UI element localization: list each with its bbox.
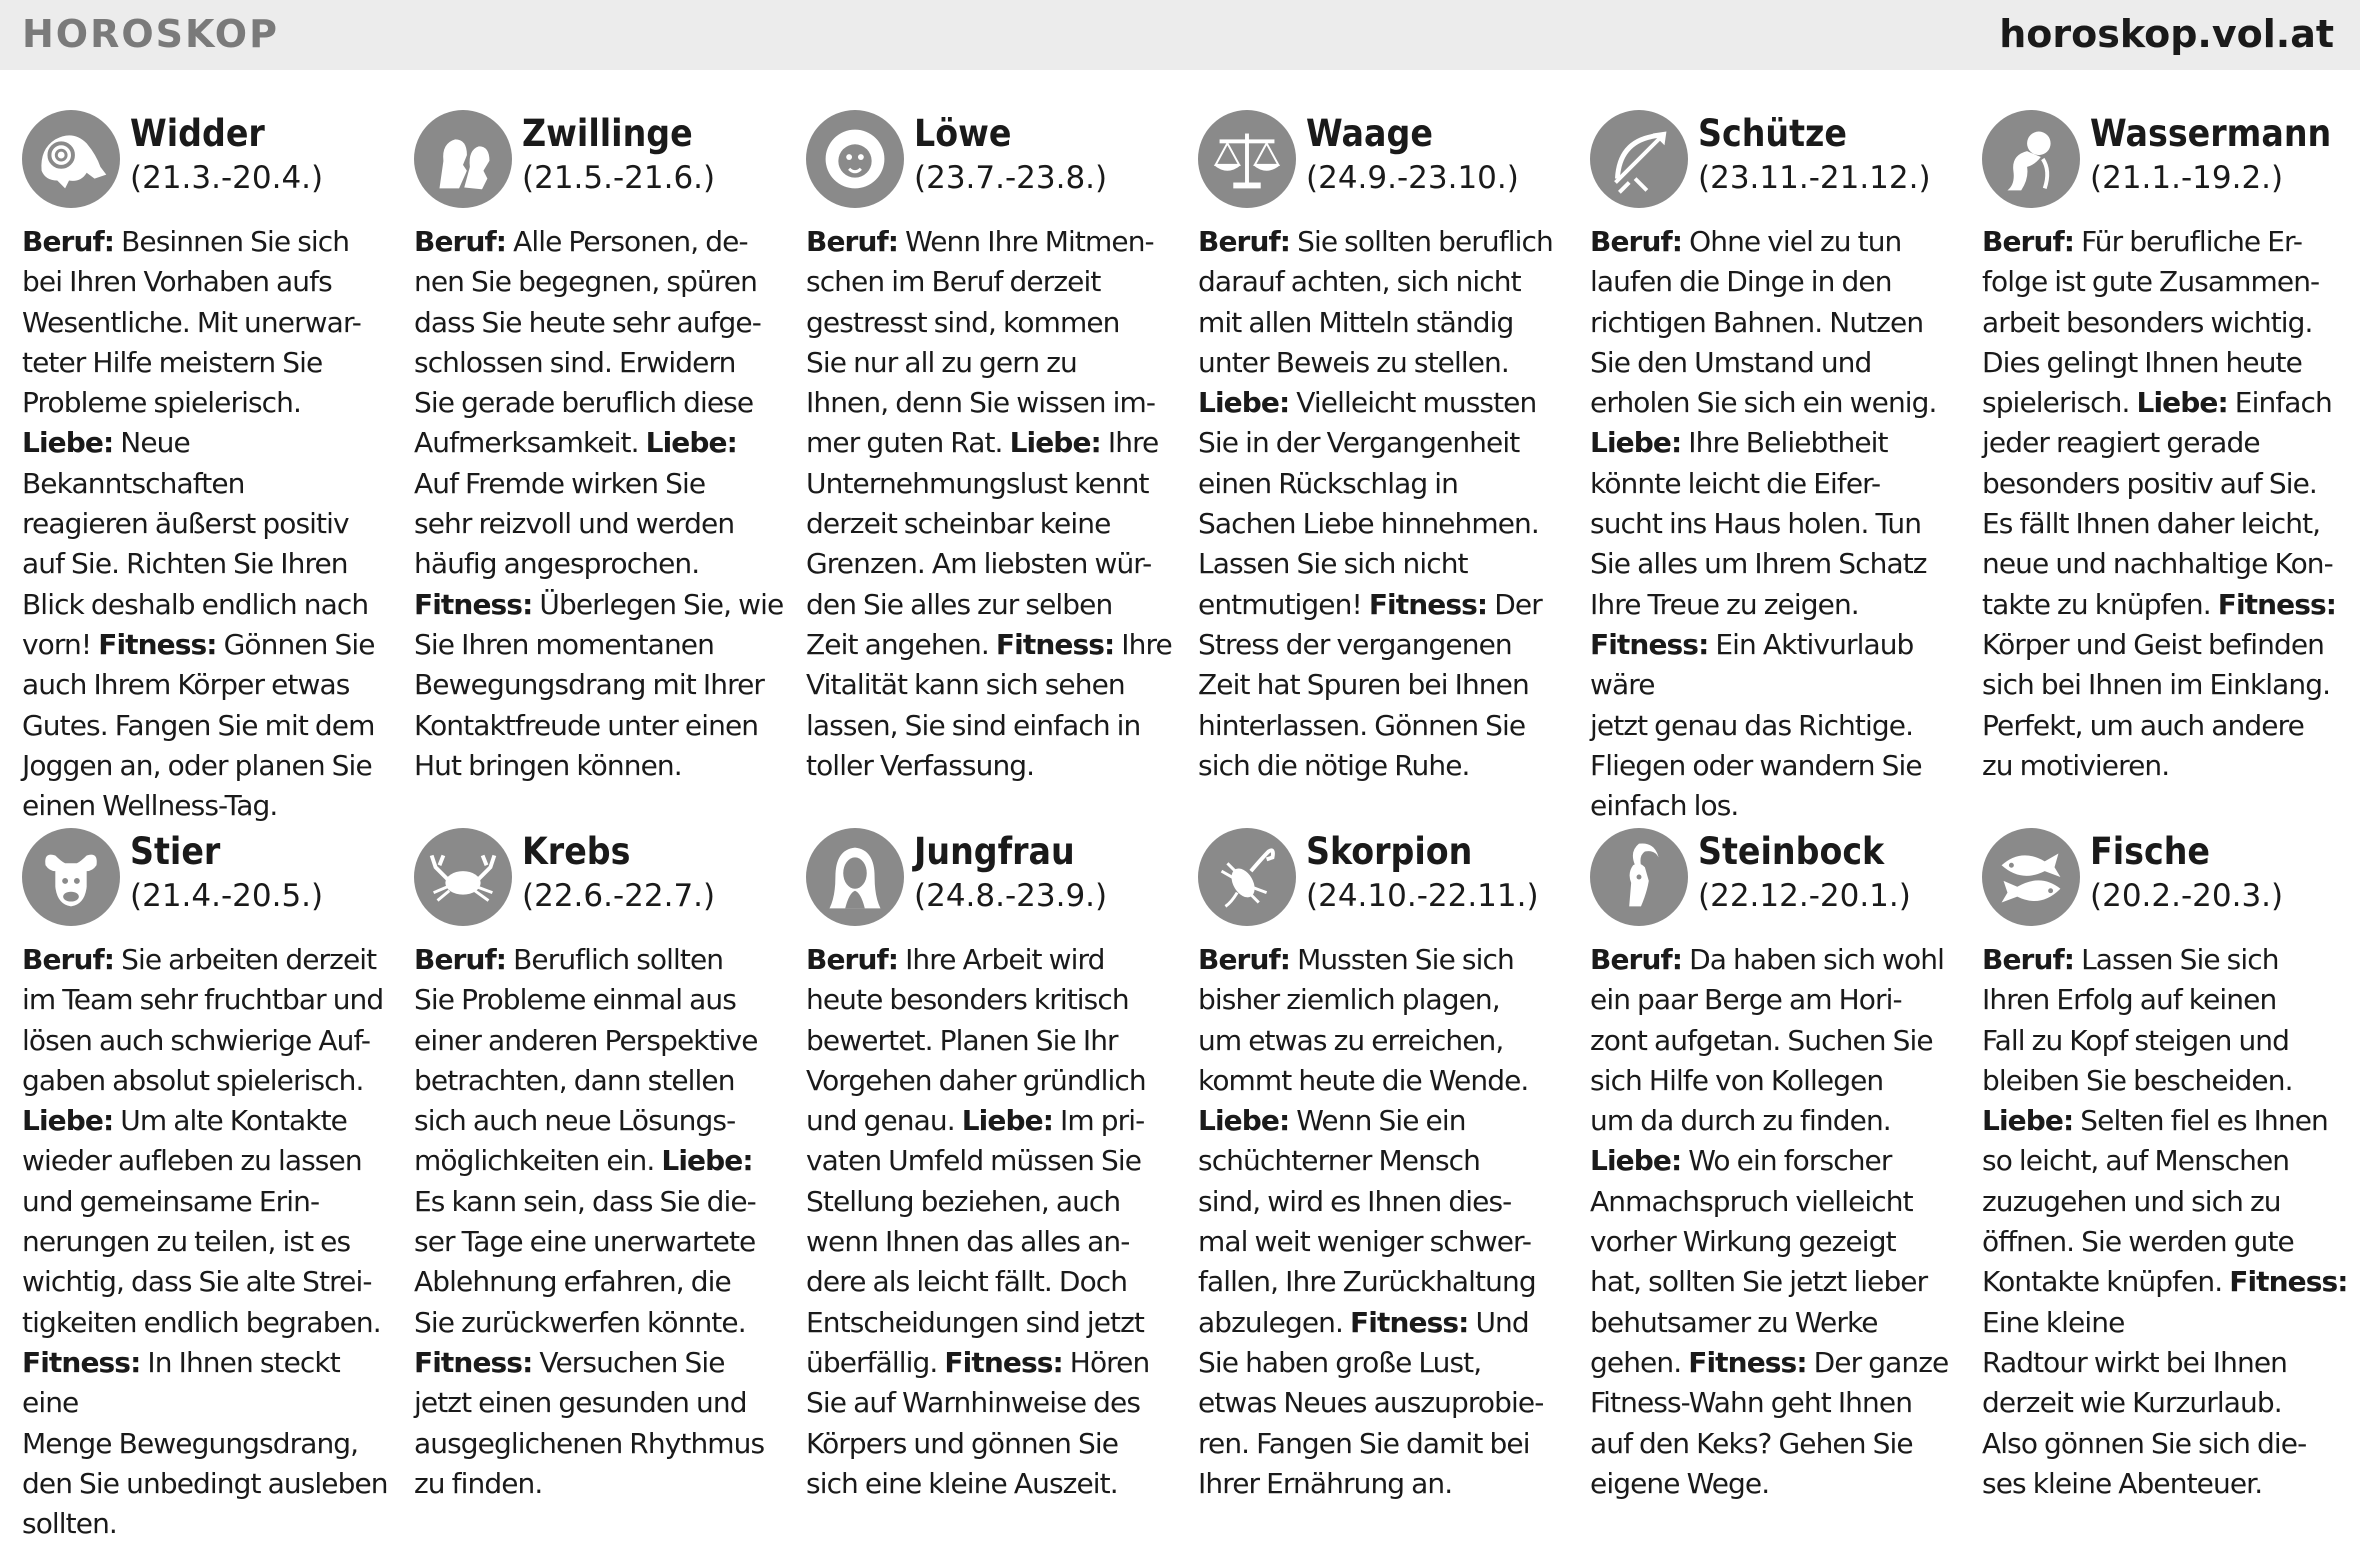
scales-icon: [1198, 110, 1296, 208]
fitness-text: In Ihnen steckt eine Menge Bewegungsdrang, den Sie unbedingt ausleben sollten.: [22, 1345, 388, 1541]
sign-name: Widder: [130, 112, 265, 155]
sign-name: Waage: [1306, 112, 1433, 155]
beruf-label: Beruf:: [414, 225, 507, 258]
sign-name: Steinbock: [1698, 830, 1885, 873]
sign-name: Skorpion: [1306, 830, 1473, 873]
beruf-label: Beruf:: [806, 225, 899, 258]
sign-text: [22, 222, 392, 826]
sign-dates: (20.2.-20.3.): [2090, 878, 2284, 914]
fitness-label: Fitness:: [944, 1345, 1063, 1379]
liebe-text: Ihre Unternehmungslust kennt derzeit scheinbar keine Grenzen. Am liebsten wür- den Sie alles zur selben Zeit angehen.: [806, 426, 1159, 661]
beruf-label: Beruf:: [1590, 943, 1683, 976]
liebe-label: Liebe:: [1198, 386, 1290, 420]
crab-icon: [414, 828, 512, 926]
sign-dates: (24.8.-23.9.): [914, 878, 1108, 914]
sign-name: Jungfrau: [914, 830, 1075, 873]
beruf-text: Lassen Sie sich Ihren Erfolg auf keinen Fall zu Kopf steigen und bleiben Sie bescheiden.: [1982, 943, 2293, 1097]
sign-text: [1982, 940, 2352, 1504]
sign-text: [1590, 222, 1960, 826]
liebe-label: Liebe:: [1198, 1104, 1290, 1138]
fitness-label: Fitness:: [1688, 1345, 1807, 1379]
sign-header: [1198, 110, 1568, 216]
sign-card-crab: [414, 828, 784, 1504]
sign-header: [414, 110, 784, 216]
beruf-label: Beruf:: [22, 943, 115, 976]
sign-header: [806, 110, 1176, 216]
fitness-label: Fitness:: [2217, 587, 2337, 621]
beruf-text: Wenn Ihre Mitmen- schen im Beruf derzeit gestresst sind, kommen Sie nur all zu gern zu Ihnen, denn Sie wissen im- mer guten Rat.: [806, 225, 1156, 460]
sign-dates: (23.7.-23.8.): [914, 160, 1108, 196]
beruf-label: Beruf:: [806, 943, 899, 976]
liebe-label: Liebe:: [961, 1104, 1053, 1138]
liebe-text: Um alte Kontakte wieder aufleben zu lassen und gemeinsame Erin- nerungen zu teilen, ist es wichtig, dass Sie alte Strei- tigkeiten endlich begraben.: [22, 1104, 381, 1339]
fitness-text: Versuchen Sie jetzt einen gesunden und ausgeglichenen Rhythmus zu finden.: [414, 1345, 765, 1500]
ram-icon: [22, 110, 120, 208]
fitness-text: Körper und Geist befinden sich bei Ihnen im Einklang. Perfekt, um auch andere zu motivieren.: [1982, 627, 2331, 782]
twins-icon: [414, 110, 512, 208]
lion-icon: [806, 110, 904, 208]
sign-dates: (24.9.-23.10.): [1306, 160, 1519, 196]
bull-icon: [22, 828, 120, 926]
liebe-label: Liebe:: [1590, 426, 1682, 460]
liebe-label: Liebe:: [1009, 426, 1101, 460]
sign-card-twins: [414, 110, 784, 786]
ibex-icon: [1590, 828, 1688, 926]
sign-card-scorpion: [1198, 828, 1568, 1504]
sign-text: [414, 222, 784, 786]
virgin-icon: [806, 828, 904, 926]
sign-card-virgin: [806, 828, 1176, 1504]
liebe-text: Vielleicht mussten Sie in der Vergangenheit einen Rückschlag in Sachen Liebe hinnehmen. Lassen Sie sich nicht entmutigen!: [1198, 386, 1539, 621]
liebe-label: Liebe:: [1590, 1144, 1682, 1178]
liebe-label: Liebe:: [22, 1104, 114, 1138]
beruf-text: Ohne viel zu tun laufen die Dinge in den richtigen Bahnen. Nutzen Sie den Umstand und erholen Sie sich ein wenig.: [1590, 225, 1937, 420]
sign-card-scales: [1198, 110, 1568, 786]
sign-card-bull: [22, 828, 392, 1544]
sign-card-water-bearer: [1982, 110, 2352, 786]
sign-text: [1198, 940, 1568, 1504]
archer-icon: [1590, 110, 1688, 208]
fitness-label: Fitness:: [1350, 1305, 1469, 1339]
fitness-label: Fitness:: [414, 1345, 533, 1379]
fitness-label: Fitness:: [22, 1345, 141, 1379]
beruf-text: Beruflich sollten Sie Probleme einmal aus einer anderen Perspektive betrachten, dann stellen sich auch neue Lösungs- möglichkeiten ein.: [414, 943, 758, 1178]
fitness-label: Fitness:: [1590, 627, 1709, 661]
fitness-label: Fitness:: [995, 627, 1115, 661]
fish-icon: [1982, 828, 2080, 926]
fitness-text: Überlegen Sie, wie Sie Ihren momentanen Bewegungsdrang mit Ihrer Kontaktfreude unter einen Hut bringen können.: [414, 587, 784, 782]
sign-header: [1590, 828, 1960, 934]
fitness-label: Fitness:: [98, 627, 217, 661]
sign-dates: (21.4.-20.5.): [130, 878, 324, 914]
liebe-text: Auf Fremde wirken Sie sehr reizvoll und werden häufig angesprochen.: [414, 466, 735, 581]
sign-dates: (22.6.-22.7.): [522, 878, 716, 914]
sign-card-archer: [1590, 110, 1960, 826]
sign-name: Wassermann: [2090, 112, 2332, 155]
fitness-text: Eine kleine Radtour wirkt bei Ihnen derzeit wie Kurzurlaub. Also gönnen Sie sich die- ses kleine Abenteuer.: [1982, 1305, 2307, 1500]
fitness-text: Der ganze Fitness-Wahn geht Ihnen auf den Keks? Gehen Sie eigene Wege.: [1590, 1345, 1949, 1500]
sign-name: Zwillinge: [522, 112, 693, 155]
fitness-label: Fitness:: [2229, 1265, 2348, 1299]
sign-header: [22, 828, 392, 934]
sign-header: [806, 828, 1176, 934]
beruf-text: Besinnen Sie sich bei Ihren Vorhaben aufs Wesentliche. Mit unerwar- teter Hilfe meistern Sie Probleme spielerisch.: [22, 225, 361, 420]
liebe-label: Liebe:: [645, 426, 737, 460]
sign-dates: (22.12.-20.1.): [1698, 878, 1911, 914]
sign-text: [22, 940, 392, 1544]
sign-card-ibex: [1590, 828, 1960, 1504]
sign-text: [1198, 222, 1568, 786]
sign-dates: (21.5.-21.6.): [522, 160, 716, 196]
sign-text: [1590, 940, 1960, 1504]
sign-header: [22, 110, 392, 216]
liebe-text: Im pri- vaten Umfeld müssen Sie Stellung beziehen, auch wenn Ihnen das alles an- dere als leicht fällt. Doch Entscheidungen sind jetzt überfällig.: [806, 1104, 1145, 1379]
sign-header: [1982, 828, 2352, 934]
page-title: HOROSKOP: [22, 12, 279, 56]
sign-card-fish: [1982, 828, 2352, 1504]
liebe-text: Wenn Sie ein schüchterner Mensch sind, wird es Ihnen dies- mal weit weniger schwer- fallen, Ihre Zurückhaltung abzulegen.: [1198, 1104, 1536, 1339]
fitness-label: Fitness:: [1368, 587, 1488, 621]
beruf-label: Beruf:: [1198, 225, 1291, 258]
liebe-label: Liebe:: [2136, 386, 2228, 420]
sign-name: Fische: [2090, 830, 2211, 873]
liebe-text: Es kann sein, dass Sie die- ser Tage eine unerwartete Ablehnung erfahren, die Sie zurückwerfen könnte.: [414, 1184, 756, 1339]
liebe-text: Selten fiel es Ihnen so leicht, auf Menschen zuzugehen und sich zu öffnen. Sie werden gute Kontakte knüpfen.: [1982, 1104, 2328, 1299]
fitness-text: Und Sie haben große Lust, etwas Neues auszuprobie- ren. Fangen Sie damit bei Ihrer Ernährung an.: [1198, 1305, 1544, 1500]
liebe-label: Liebe:: [1982, 1104, 2074, 1138]
sign-card-ram: [22, 110, 392, 826]
liebe-label: Liebe:: [22, 426, 114, 460]
liebe-text: Wo ein forscher Anmachspruch vielleicht vorher Wirkung gezeigt hat, sollten Sie jetzt lieber behutsamer zu Werke gehen.: [1590, 1144, 1928, 1379]
sign-dates: (23.11.-21.12.): [1698, 160, 1931, 196]
beruf-text: Für berufliche Er- folge ist gute Zusammen- arbeit besonders wichtig. Dies gelingt Ihnen heute spielerisch.: [1982, 225, 2320, 420]
fitness-text: Ein Aktivurlaub wäre jetzt genau das Richtige. Fliegen oder wandern Sie einfach los.: [1590, 627, 1922, 823]
beruf-label: Beruf:: [1198, 943, 1291, 976]
water-bearer-icon: [1982, 110, 2080, 208]
sign-header: [1198, 828, 1568, 934]
beruf-label: Beruf:: [1982, 225, 2075, 258]
sign-header: [414, 828, 784, 934]
site-url: horoskop.vol.at: [1999, 12, 2334, 56]
beruf-text: Ihre Arbeit wird heute besonders kritisch bewertet. Planen Sie Ihr Vorgehen daher gründlich und genau.: [806, 943, 1146, 1138]
beruf-text: Sie sollten beruflich darauf achten, sich nicht mit allen Mitteln ständig unter Beweis zu stellen.: [1198, 225, 1553, 379]
scorpion-icon: [1198, 828, 1296, 926]
liebe-text: Neue Bekanntschaften reagieren äußerst positiv auf Sie. Richten Sie Ihren Blick deshalb endlich nach vorn!: [22, 426, 369, 661]
beruf-text: Mussten Sie sich bisher ziemlich plagen, um etwas zu erreichen, kommt heute die Wende.: [1198, 943, 1529, 1097]
sign-name: Stier: [130, 830, 221, 873]
beruf-text: Da haben sich wohl ein paar Berge am Hori- zont aufgetan. Suchen Sie sich Hilfe von Kollegen um da durch zu finden.: [1590, 943, 1945, 1138]
beruf-text: Sie arbeiten derzeit im Team sehr fruchtbar und lösen auch schwierige Auf- gaben absolut spielerisch.: [22, 943, 384, 1097]
sign-card-lion: [806, 110, 1176, 786]
beruf-label: Beruf:: [1982, 943, 2075, 976]
sign-text: [414, 940, 784, 1504]
fitness-text: Der Stress der vergangenen Zeit hat Spuren bei Ihnen hinterlassen. Gönnen Sie sich die nötige Ruhe.: [1198, 587, 1542, 782]
sign-dates: (21.3.-20.4.): [130, 160, 324, 196]
sign-dates: (24.10.-22.11.): [1306, 878, 1539, 914]
page-header: [0, 0, 2360, 70]
sign-name: Löwe: [914, 112, 1012, 155]
liebe-text: Einfach jeder reagiert gerade besonders positiv auf Sie. Es fällt Ihnen daher leicht, neue und nachhaltige Kon- takte zu knüpfen.: [1982, 386, 2333, 621]
liebe-label: Liebe:: [661, 1144, 753, 1178]
sign-name: Krebs: [522, 830, 631, 873]
beruf-text: Alle Personen, de- nen Sie begegnen, spüren dass Sie heute sehr aufge- schlossen sind. Erwidern Sie gerade beruflich diese Aufmerksamkeit.: [414, 225, 761, 460]
sign-text: [806, 222, 1176, 786]
liebe-text: Ihre Beliebtheit könnte leicht die Eifer- sucht ins Haus holen. Tun Sie alles um Ihrem Schatz Ihre Treue zu zeigen.: [1590, 426, 1927, 621]
beruf-label: Beruf:: [414, 943, 507, 976]
sign-text: [1982, 222, 2352, 786]
fitness-label: Fitness:: [414, 587, 533, 621]
sign-text: [806, 940, 1176, 1504]
fitness-text: Hören Sie auf Warnhinweise des Körpers und gönnen Sie sich eine kleine Auszeit.: [806, 1345, 1150, 1500]
beruf-label: Beruf:: [22, 225, 115, 258]
sign-dates: (21.1.-19.2.): [2090, 160, 2284, 196]
sign-header: [1982, 110, 2352, 216]
sign-name: Schütze: [1698, 112, 1848, 155]
beruf-label: Beruf:: [1590, 225, 1683, 258]
fitness-text: Gönnen Sie auch Ihrem Körper etwas Gutes. Fangen Sie mit dem Joggen an, oder planen Sie einen Wellness-Tag.: [22, 627, 375, 823]
fitness-text: Ihre Vitalität kann sich sehen lassen, Sie sind einfach in toller Verfassung.: [806, 627, 1172, 782]
sign-header: [1590, 110, 1960, 216]
